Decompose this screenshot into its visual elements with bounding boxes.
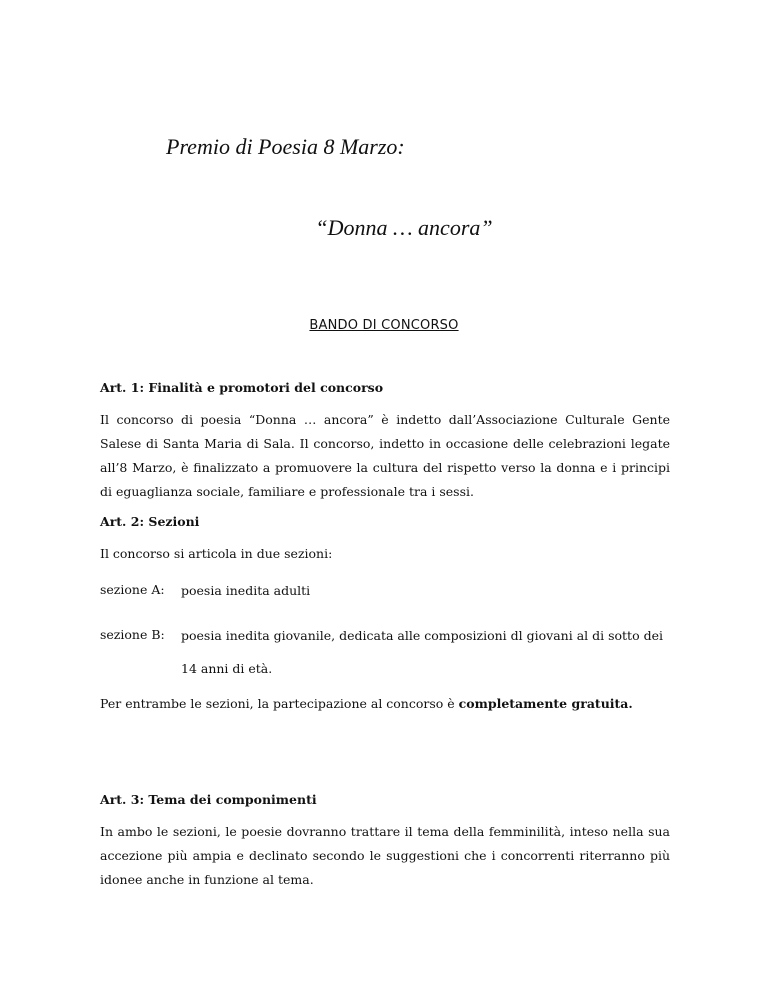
article-2-heading: Art. 2: Sezioni (100, 514, 200, 529)
article-3 (100, 792, 670, 892)
section-row-b (100, 623, 670, 689)
article-3-heading: Art. 3: Tema dei componimenti (100, 792, 317, 807)
section-a-label: sezione A: (100, 582, 165, 597)
article-3-text: In ambo le sezioni, le poesie dovranno trattare il tema della femminilità, inteso nella sua accezione più ampia e declinato secondo le suggestioni che i concorrenti riterranno più idonee anche in funzione al tema. (100, 824, 670, 887)
document-title: Premio di Poesia 8 Marzo: (166, 134, 405, 159)
article-1-text: Il concorso di poesia “Donna … ancora” è indetto dall’Associazione Culturale Gente Salese di Santa Maria di Sala. Il concorso, indetto in occasione delle celebrazioni legate all’8 Marzo, è finalizzato a promuovere la cultura del rispetto verso la donna e i principi di eguaglianza sociale, familiare e professionale tra i sessi. (100, 412, 670, 499)
article-2-final-bold: completamente gratuita. (458, 696, 633, 711)
section-b-value: poesia inedita giovanile, dedicata alle composizioni dl giovani al di sotto dei 14 anni di età. (181, 628, 663, 676)
bando-heading: BANDO DI CONCORSO (309, 318, 459, 333)
article-1 (100, 380, 670, 504)
article-2-final-prefix: Per entrambe le sezioni, la partecipazione al concorso è (100, 696, 459, 711)
section-a-value: poesia inedita adulti (181, 583, 311, 598)
article-1-heading: Art. 1: Finalità e promotori del concorso (100, 380, 384, 395)
section-row-a (100, 578, 670, 611)
article-2-intro: Il concorso si articola in due sezioni: (100, 546, 333, 561)
article-2-final (100, 692, 670, 716)
section-b-label: sezione B: (100, 627, 165, 642)
article-2 (100, 514, 670, 716)
document-subtitle: “Donna … ancora” (315, 215, 493, 240)
